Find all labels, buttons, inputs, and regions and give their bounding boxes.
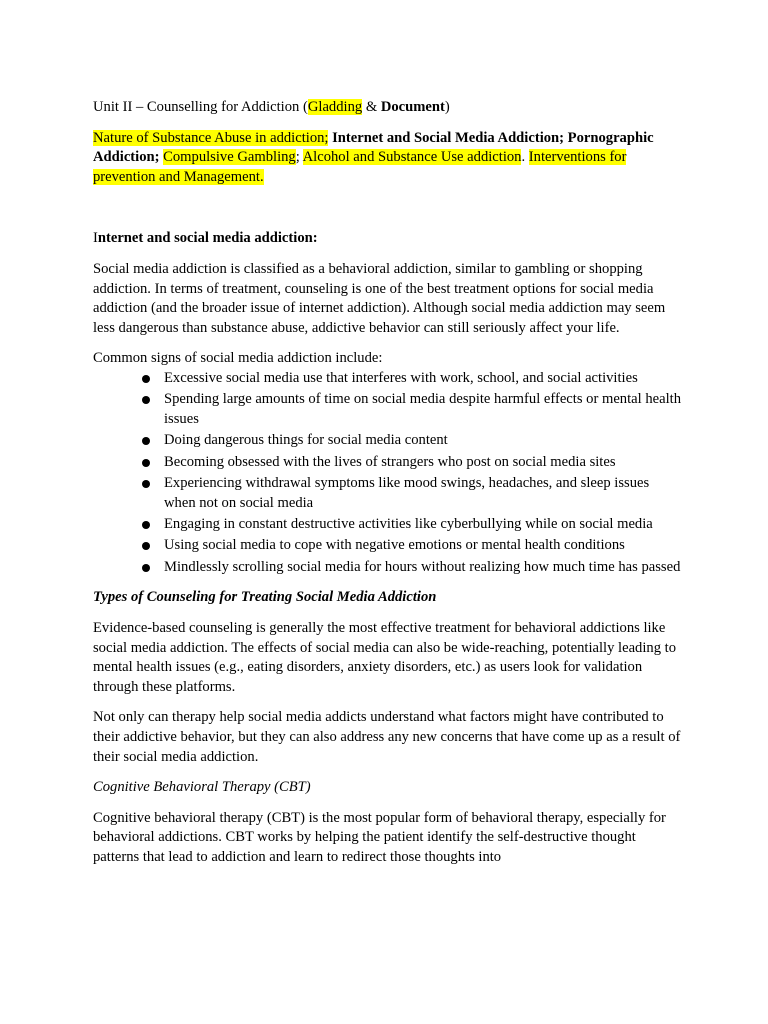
topic-interventions: Interventions for prevention and Management. [93,149,627,185]
list-item: Using social media to cope with negative emotions or mental health conditions [164,536,683,556]
document-title [93,98,683,118]
document-page [93,98,683,879]
bullet-icon [142,396,150,404]
signs-intro: Common signs of social media addiction include: [93,350,383,367]
topic-sep-1: ; [295,149,300,166]
section-heading [93,229,683,249]
bullet-icon [142,480,150,488]
bullet-icon [142,437,150,445]
list-item: Becoming obsessed with the lives of strangers who post on social media sites [164,453,683,473]
topic-substance-abuse: Nature of Substance Abuse in addiction; [93,129,329,146]
title-amp: & [362,99,381,115]
signs-list [93,369,683,578]
heading-initial: I [93,230,98,247]
topic-sep-2: . [521,149,526,166]
topics-list [93,129,683,188]
title-suffix: ) [444,99,450,115]
list-item: Engaging in constant destructive activities like cyberbullying while on social media [164,515,683,535]
types-paragraph-1: Evidence-based counseling is generally the most effective treatment for behavioral addictions like social media addiction. The effects of social media can also be wide-reaching, potentially leading to mental health issues (e.g., eating disorders, anxiety disorders, etc.) as users look for validation through these platforms. [93,620,677,695]
bullet-icon [142,459,150,467]
spacer [93,187,683,229]
bullet-icon [142,375,150,383]
title-gladding: Gladding [307,99,363,115]
intro-paragraph: Social media addiction is classified as a behavioral addiction, similar to gambling or shopping addiction. In terms of treatment, counseling is one of the best treatment options for social media addiction (and the broader issue of internet addiction). Although social media addiction may seem less dangerous than substance abuse, addictive behavior can still seriously affect your life. [93,260,666,336]
topic-gambling: Compulsive Gambling [163,149,296,166]
title-prefix: Unit II – Counselling for Addiction ( [93,99,308,115]
list-item: Doing dangerous things for social media content [164,431,683,451]
topic-alcohol: Alcohol and Substance Use addiction [302,149,522,166]
cbt-paragraph: Cognitive behavioral therapy (CBT) is the most popular form of behavioral therapy, especially for behavioral addictions. CBT works by helping the patient identify the self-destructive thought patterns that lead to addiction and learn to redirect those thoughts into [93,809,666,865]
title-document: Document [380,99,445,115]
cbt-heading: Cognitive Behavioral Therapy (CBT) [93,779,311,796]
topic-internet-porn: Internet and Social Media Addiction; Pornographic Addiction; [93,129,654,166]
bullet-icon [142,521,150,529]
heading-rest: nternet and social media addiction: [97,230,318,247]
types-paragraph-2: Not only can therapy help social media addicts understand what factors might have contributed to their addictive behavior, but they can also address any new concerns that have come up as a result of their social media addiction. [93,709,681,765]
bullet-icon [142,564,150,572]
types-heading: Types of Counseling for Treating Social Media Addiction [93,589,437,606]
bullet-icon [142,542,150,550]
list-item: Spending large amounts of time on social media despite harmful effects or mental health issues [164,390,683,429]
list-item: Excessive social media use that interferes with work, school, and social activities [164,369,683,389]
list-item: Experiencing withdrawal symptoms like mood swings, headaches, and sleep issues when not on social media [164,474,683,513]
list-item: Mindlessly scrolling social media for hours without realizing how much time has passed [164,558,683,578]
